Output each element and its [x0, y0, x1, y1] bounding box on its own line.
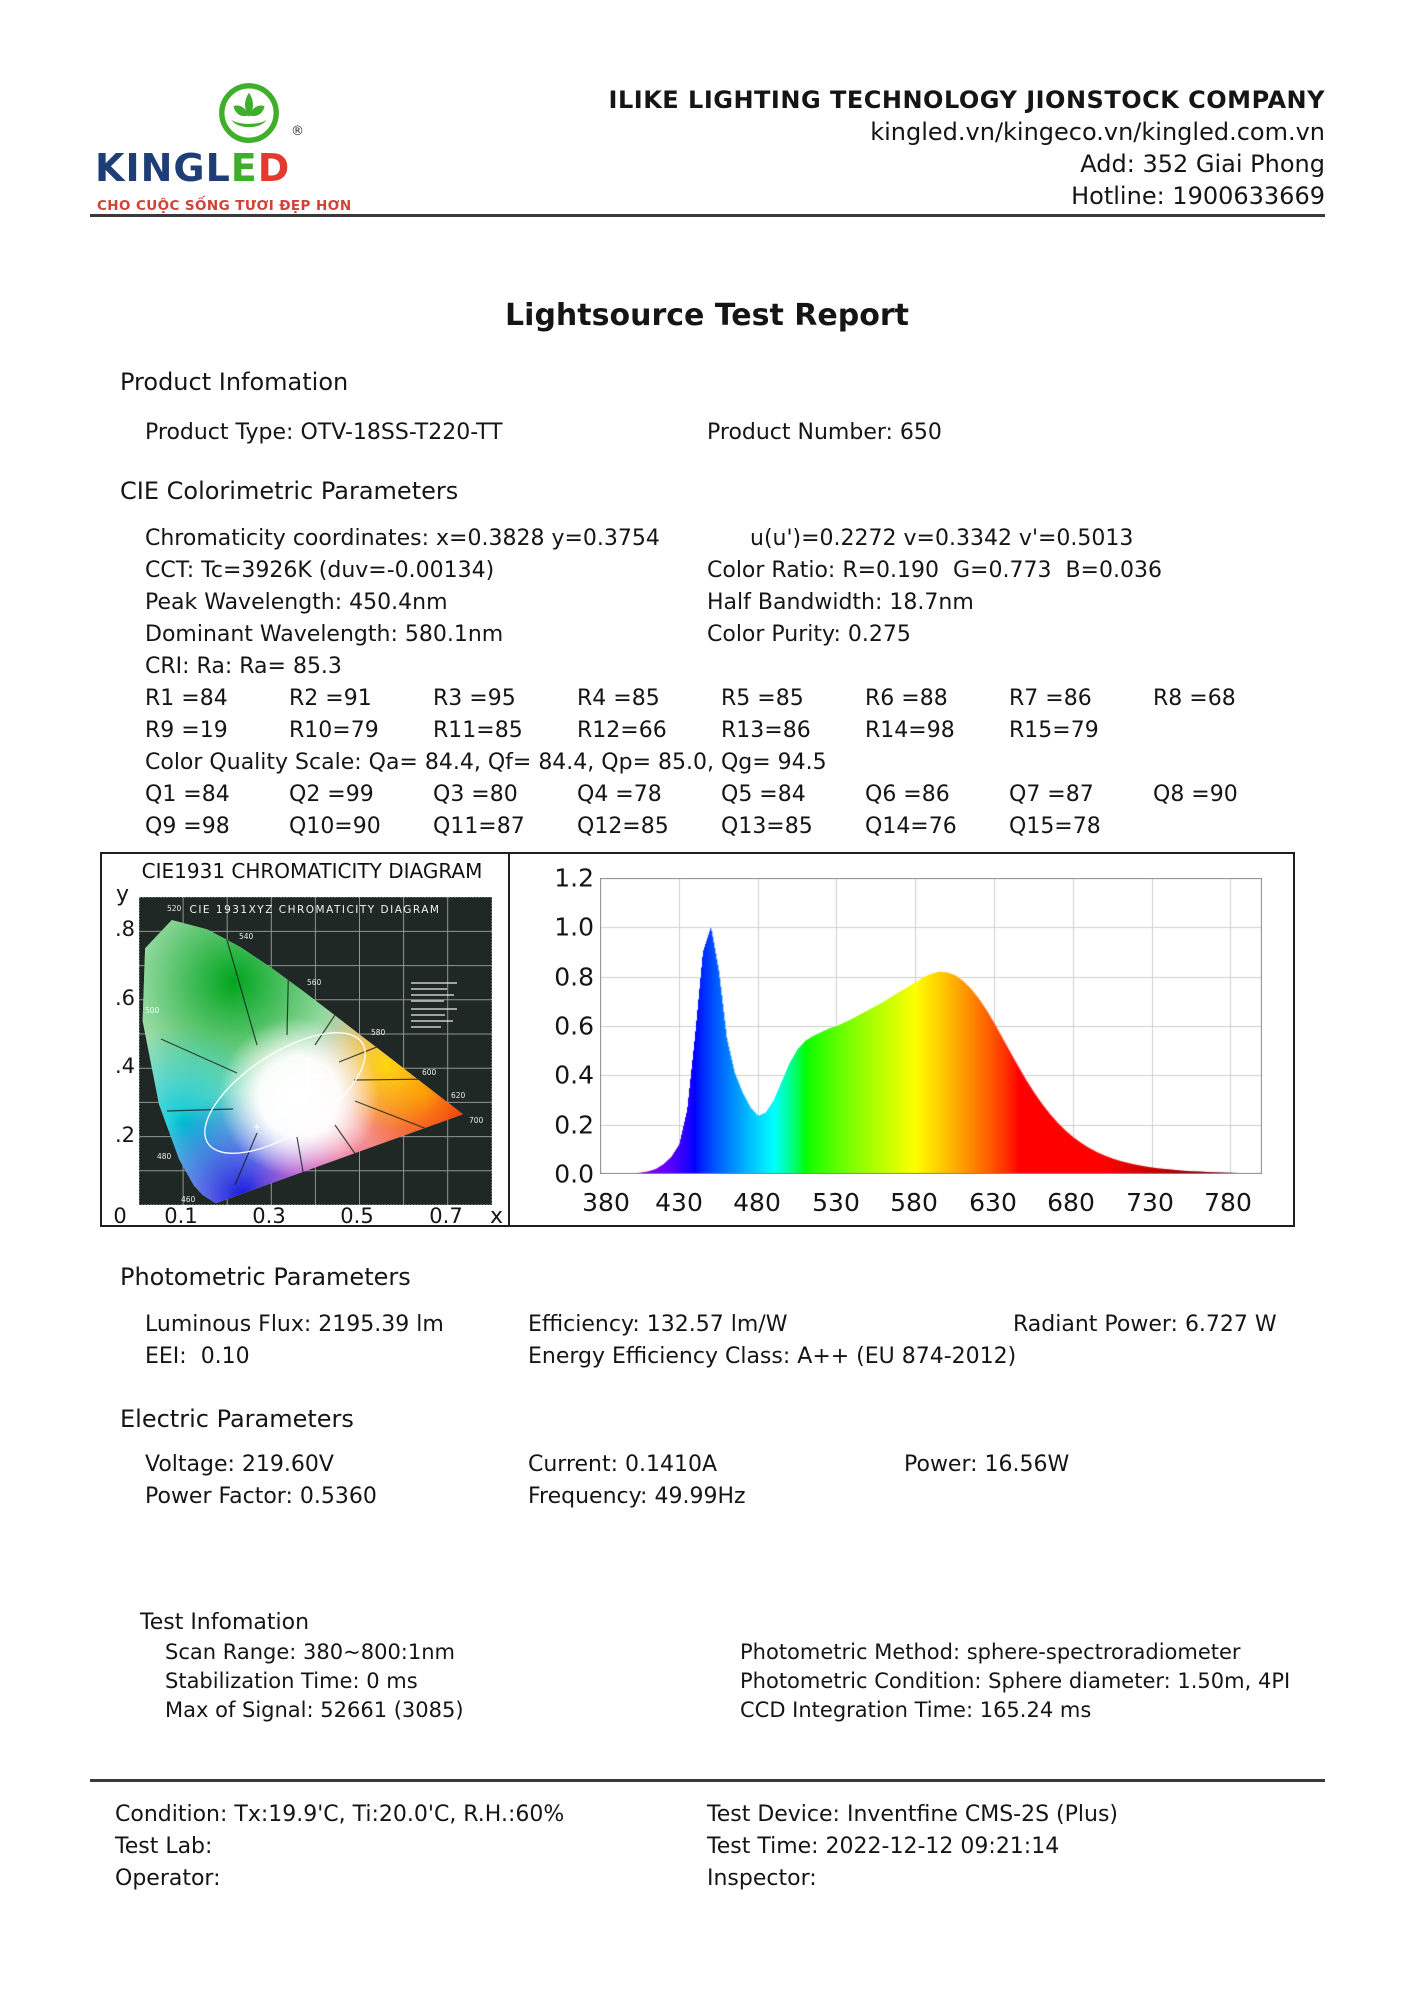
cri-r-row-2 [145, 718, 1297, 743]
ccd-integration-time: CCD Integration Time: 165.24 ms [740, 1698, 1092, 1722]
test-time: Test Time: 2022-12-12 09:21:14 [707, 1834, 1060, 1859]
luminous-flux: Luminous Flux: 2195.39 lm [145, 1312, 444, 1337]
cie1931-diagram-image [139, 897, 492, 1205]
uv-coordinates: u(u')=0.2272 v=0.3342 v'=0.5013 [750, 526, 1134, 551]
cie-y-tick: .2 [114, 1123, 135, 1147]
cie-heading: CIE Colorimetric Parameters [120, 477, 459, 505]
voltage: Voltage: 219.60V [145, 1452, 334, 1477]
color-ratio: Color Ratio: R=0.190 G=0.773 B=0.036 [707, 558, 1162, 583]
energy-efficiency-class: Energy Efficiency Class: A++ (EU 874-2012) [528, 1344, 1017, 1369]
registered-mark: ® [291, 124, 304, 139]
cqs-q-row-1 [145, 782, 1297, 807]
spd-x-tick: 630 [969, 1188, 1017, 1217]
cie-inner-title: CIE 1931XYZ CHROMATICITY DIAGRAM [189, 904, 441, 916]
cri-value: CRI: Ra: Ra= 85.3 [145, 654, 342, 679]
spd-x-tick: 530 [812, 1188, 860, 1217]
color-quality-scale: Color Quality Scale: Qa= 84.4, Qf= 84.4, Qp= 85.0, Qg= 94.5 [145, 750, 827, 775]
cqs-cell: Q12=85 [577, 814, 669, 839]
kingled-tagline: CHO CUỘC SỐNG TƯƠI ĐẸP HƠN [97, 198, 352, 214]
cqs-cell: Q9 =98 [145, 814, 230, 839]
cqs-cell: Q4 =78 [577, 782, 662, 807]
company-name: ILIKE LIGHTING TECHNOLOGY JIONSTOCK COMPANY [608, 86, 1325, 114]
cri-cell: R4 =85 [577, 686, 660, 711]
spd-x-tick: 430 [655, 1188, 703, 1217]
spd-y-tick: 0.0 [554, 1159, 594, 1189]
cct-value: CCT: Tc=3926K (duv=-0.00134) [145, 558, 495, 583]
spd-y-tick: 0.6 [554, 1011, 594, 1041]
cqs-cell: Q5 =84 [721, 782, 806, 807]
svg-text:600: 600 [422, 1068, 437, 1077]
cri-cell: R8 =68 [1153, 686, 1236, 711]
spd-x-tick: 730 [1126, 1188, 1174, 1217]
spd-x-tick: 480 [733, 1188, 781, 1217]
cie1931-chart-box [100, 852, 510, 1227]
cqs-cell: Q3 =80 [433, 782, 518, 807]
color-purity: Color Purity: 0.275 [707, 622, 911, 647]
cie-x-tick: 0.7 [429, 1204, 463, 1228]
cri-cell: R2 =91 [289, 686, 372, 711]
cri-r-row-1 [145, 686, 1297, 711]
max-of-signal: Max of Signal: 52661 (3085) [165, 1698, 464, 1722]
svg-text:620: 620 [451, 1091, 466, 1100]
svg-text:460: 460 [181, 1195, 196, 1204]
cri-cell: R13=86 [721, 718, 811, 743]
photometric-condition: Photometric Condition: Sphere diameter: 1.50m, 4PI [740, 1669, 1291, 1693]
cie-y-tick: .6 [114, 986, 135, 1010]
spd-y-tick: 0.4 [554, 1060, 594, 1090]
company-header-block [609, 84, 1325, 212]
cie-x-tick: 0 [113, 1204, 127, 1228]
cie-chart-title: CIE1931 CHROMATICITY DIAGRAM [141, 859, 483, 883]
dominant-wavelength: Dominant Wavelength: 580.1nm [145, 622, 504, 647]
cri-cell: R10=79 [289, 718, 379, 743]
kingled-wordmark [95, 146, 290, 190]
spd-y-tick: 1.0 [554, 912, 594, 942]
scan-range: Scan Range: 380~800:1nm [165, 1640, 456, 1664]
wordmark-kingl: KINGL [95, 146, 231, 190]
cri-cell: R3 =95 [433, 686, 516, 711]
svg-text:480: 480 [157, 1152, 172, 1161]
spd-y-tick: 0.8 [554, 962, 594, 992]
cqs-cell: Q14=76 [865, 814, 957, 839]
product-info-heading: Product Infomation [120, 368, 349, 396]
kingled-logo [95, 80, 352, 222]
cie-y-tick: .8 [114, 917, 135, 941]
svg-text:500: 500 [145, 1006, 160, 1015]
half-bandwidth: Half Bandwidth: 18.7nm [707, 590, 974, 615]
wordmark-e: E [230, 146, 258, 190]
test-condition: Condition: Tx:19.9'C, Ti:20.0'C, R.H.:60% [115, 1802, 565, 1827]
test-lab: Test Lab: [115, 1834, 213, 1859]
cqs-cell: Q1 =84 [145, 782, 230, 807]
cqs-cell: Q8 =90 [1153, 782, 1238, 807]
photometric-method: Photometric Method: sphere-spectroradiometer [740, 1640, 1241, 1664]
cri-cell: R12=66 [577, 718, 667, 743]
power: Power: 16.56W [904, 1452, 1070, 1477]
cri-cell: R9 =19 [145, 718, 228, 743]
test-info-heading: Test Infomation [140, 1610, 310, 1635]
product-type: Product Type: OTV-18SS-T220-TT [145, 420, 503, 445]
cqs-cell: Q15=78 [1009, 814, 1101, 839]
svg-text:580: 580 [371, 1028, 386, 1037]
company-address: Add: 352 Giai Phong [1080, 150, 1325, 178]
chromaticity-coordinates: Chromaticity coordinates: x=0.3828 y=0.3754 [145, 526, 660, 551]
cie-x-tick: 0.1 [164, 1204, 198, 1228]
cie-y-tick: .4 [114, 1054, 135, 1078]
cie-x-tick: 0.5 [340, 1204, 374, 1228]
cri-cell: R11=85 [433, 718, 523, 743]
cie-x-tick: 0.3 [252, 1204, 286, 1228]
kingled-bulb-lotus-icon [213, 80, 285, 150]
electric-heading: Electric Parameters [120, 1405, 354, 1433]
cri-cell: R14=98 [865, 718, 955, 743]
header-divider [90, 214, 1325, 217]
stabilization-time: Stabilization Time: 0 ms [165, 1669, 418, 1693]
svg-text:560: 560 [307, 978, 322, 987]
svg-text:520: 520 [167, 904, 182, 913]
inspector: Inspector: [707, 1866, 817, 1891]
cqs-q-row-2 [145, 814, 1297, 839]
cri-cell: R7 =86 [1009, 686, 1092, 711]
product-number: Product Number: 650 [707, 420, 942, 445]
spd-y-tick: 0.2 [554, 1110, 594, 1140]
footer-divider [90, 1779, 1325, 1782]
operator: Operator: [115, 1866, 221, 1891]
company-websites: kingled.vn/kingeco.vn/kingled.com.vn [870, 118, 1325, 146]
cie-x-axis-label: x [490, 1204, 504, 1229]
wordmark-d: D [257, 146, 291, 190]
spd-x-tick: 580 [890, 1188, 938, 1217]
cie-y-axis-label: y [116, 882, 130, 907]
efficiency: Efficiency: 132.57 lm/W [528, 1312, 788, 1337]
spd-y-tick: 1.2 [554, 863, 594, 893]
spectrum-chart-box [508, 852, 1295, 1227]
radiant-power: Radiant Power: 6.727 W [1013, 1312, 1277, 1337]
cri-cell: R1 =84 [145, 686, 228, 711]
power-factor: Power Factor: 0.5360 [145, 1484, 377, 1509]
svg-text:700: 700 [469, 1116, 484, 1125]
cqs-cell: Q6 =86 [865, 782, 950, 807]
spectral-power-distribution-chart [600, 878, 1262, 1174]
cri-cell: R6 =88 [865, 686, 948, 711]
current: Current: 0.1410A [528, 1452, 718, 1477]
page-title: Lightsource Test Report [505, 298, 909, 333]
cri-cell: R15=79 [1009, 718, 1099, 743]
spd-x-tick: 380 [582, 1188, 630, 1217]
company-hotline: Hotline: 1900633669 [1071, 182, 1325, 210]
cqs-cell: Q7 =87 [1009, 782, 1094, 807]
eei-value: EEI: 0.10 [145, 1344, 250, 1369]
cqs-cell: Q10=90 [289, 814, 381, 839]
peak-wavelength: Peak Wavelength: 450.4nm [145, 590, 448, 615]
cri-cell: R5 =85 [721, 686, 804, 711]
svg-text:540: 540 [239, 932, 254, 941]
spd-x-tick: 680 [1047, 1188, 1095, 1217]
cqs-cell: Q11=87 [433, 814, 525, 839]
photometric-heading: Photometric Parameters [120, 1263, 411, 1291]
cqs-cell: Q2 =99 [289, 782, 374, 807]
test-device: Test Device: Inventfine CMS-2S (Plus) [707, 1802, 1118, 1827]
cqs-cell: Q13=85 [721, 814, 813, 839]
spd-x-tick: 780 [1204, 1188, 1252, 1217]
frequency: Frequency: 49.99Hz [528, 1484, 746, 1509]
